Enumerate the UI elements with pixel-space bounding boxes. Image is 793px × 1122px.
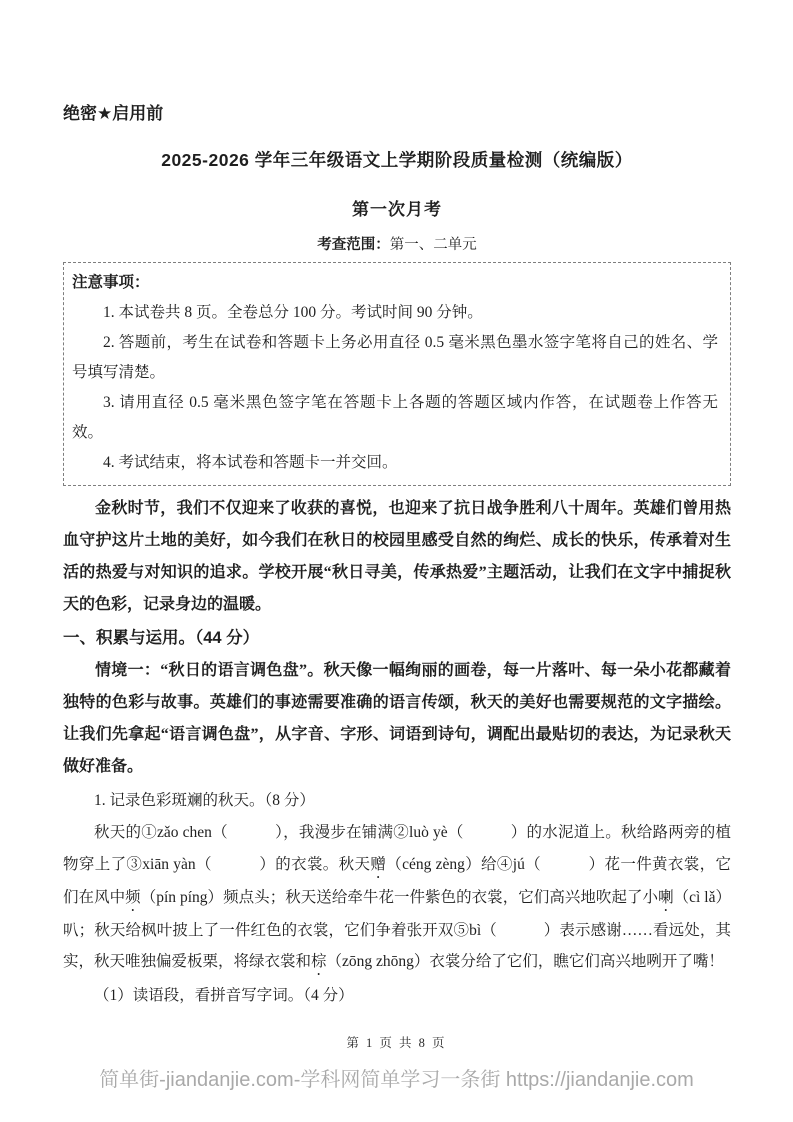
notice-item-2: 2. 答题前，考生在试卷和答题卡上务必用直径 0.5 毫米黑色墨水签字笔将自己的姓名、学号填写清楚。 (72, 334, 718, 381)
paper-title: 2025-2026 学年三年级语文上学期阶段质量检测（统编版） (161, 150, 633, 170)
notice-item-3: 3. 请用直径 0.5 毫米黑色签字笔在答题卡上各题的答题区域内作答，在试题卷上作答无效。 (72, 394, 718, 441)
notice-item-1: 1. 本试卷共 8 页。全卷总分 100 分。考试时间 90 分钟。 (103, 304, 483, 321)
intro-paragraph: 金秋时节，我们不仅迎来了收获的喜悦，也迎来了抗日战争胜利八十周年。英雄们曾用热血守护这片土地的美好，如今我们在秋日的校园里感受自然的绚烂、成长的快乐，传承着对生活的热爱与对知识的追求。学校开展“秋日寻美，传承热爱”主题活动，让我们在文字中捕捉秋天的色彩，记录身边的温暖。 (63, 500, 731, 613)
notice-box (63, 262, 731, 486)
page-content (63, 103, 731, 1011)
watermark-text: 简单街-jiandanjie.com-学科网简单学习一条街 https://jiandanjie.com (99, 1069, 694, 1091)
page-number: 第 1 页 共 8 页 (346, 1036, 447, 1050)
question-1-passage: 秋天的①zǎo chen（ ），我漫步在铺满②luò yè（ ）的水泥道上。秋给路两旁的植物穿上了③xiān yàn（ ）的衣裳。秋天赠（céng zèng）给④jú（ ）花一件黄衣裳，它们在风中频（pín píng）频点头；秋天送给牵牛花一件紫色的衣裳，它们高兴地吹起了小喇（cì lǎ）叭；秋天给枫叶披上了一件红色的衣裳，它们争着张开双⑤bì（ ）表示感谢……看远处，其实，秋天唯独偏爱板栗，将绿衣裳和棕（zōng zhōng）衣裳分给了它们，瞧它们高兴地咧开了嘴！ (63, 824, 731, 970)
scenario-1-paragraph: 情境一：“秋日的语言调色盘”。秋天像一幅绚丽的画卷，每一片落叶、每一朵小花都藏着独特的色彩与故事。英雄们的事迹需要准确的语言传颂，秋天的美好也需要规范的文字描绘。让我们先拿起“语言调色盘”，从字音、字形、词语到诗句，调配出最贴切的表达，为记录秋天做好准备。 (63, 662, 731, 775)
exam-scope-line (63, 235, 731, 255)
notice-item-4: 4. 考试结束，将本试卷和答题卡一并交回。 (103, 454, 398, 471)
exam-name-title: 第一次月考 (352, 200, 442, 219)
exam-scope-value: 第一、二单元 (389, 237, 477, 253)
notice-heading: 注意事项： (72, 274, 150, 291)
question-1-title: 1. 记录色彩斑斓的秋天。（8 分） (94, 792, 315, 809)
classification-label: 绝密★启用前 (63, 104, 164, 123)
question-1-sub-question-1: （1）读语段，看拼音写字词。（4 分） (94, 987, 354, 1004)
section-1-heading: 一、积累与运用。（44 分） (63, 629, 260, 647)
exam-scope-label: 考查范围： (317, 237, 390, 253)
